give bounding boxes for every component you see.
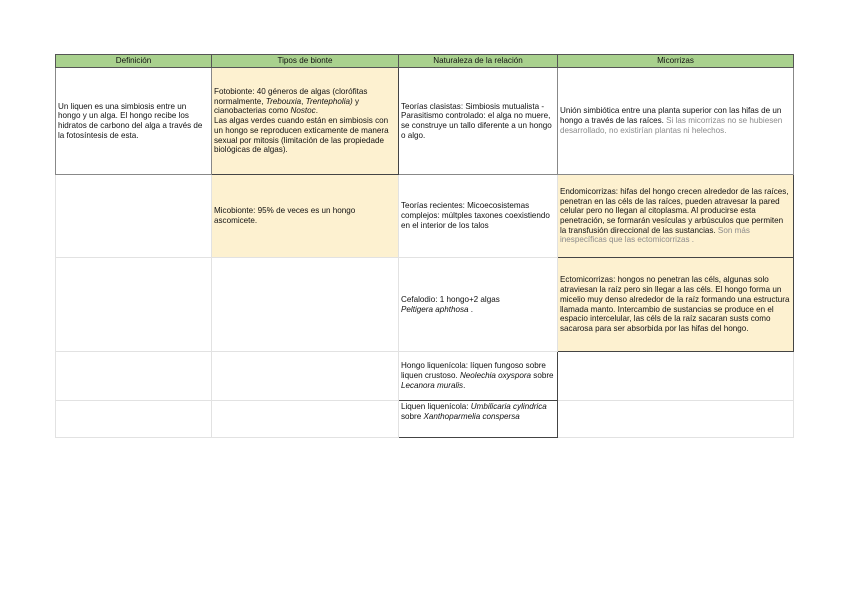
- teorias-clasicas-text: Teorías clasistas: Simbiosis mutualista -Parasitismo controlado: el alga no muere, se construye un tallo diferente a un hongo o algo.: [401, 101, 552, 140]
- cell-teorias-clasicas: [399, 68, 558, 175]
- teorias-recientes-text: Teorías recientes: Micoecosistemas complejos: múltples taxones coexistiendo en el interior de los talos: [401, 201, 550, 230]
- cell-empty: [558, 352, 794, 401]
- cell-empty: [212, 258, 399, 352]
- cell-empty: [56, 175, 212, 258]
- cell-empty: [56, 352, 212, 401]
- header-naturaleza: Naturaleza de la relación: [399, 55, 558, 68]
- cell-empty: [56, 258, 212, 352]
- cell-liquen-liquenicola: Liquen liquenícola: Umbilicaria cylindrica sobre Xanthoparmelia conspersa: [399, 401, 558, 438]
- endomicorrizas-note: Son más inespecíficas que las ectomicorrizas .: [560, 225, 750, 245]
- cell-micorriza-union: [558, 68, 794, 175]
- cell-cefalodio: Cefalodio: 1 hongo+2 algas Peltigera aphthosa .: [399, 258, 558, 352]
- header-tipos-bionte: Tipos de bionte: [212, 55, 399, 68]
- table-row: [56, 175, 794, 258]
- micobionte-text: Micobionte: 95% de veces es un hongo ascomicete.: [214, 206, 356, 225]
- table-row: [56, 258, 794, 352]
- cell-fotobionte: [212, 68, 399, 175]
- cell-ectomicorrizas: [558, 258, 794, 352]
- header-micorrizas: Micorrizas: [558, 55, 794, 68]
- endomicorrizas-text: Endomicorrizas: hifas del hongo crecen alrededor de las raíces, penetran en las céls de las raíces, pueden atravesar la pared celular pero no llegan al citoplasma. Al producirse esta penetración, se formarán vesículas y arbúsculos que permiten la transfusión direccional de las sustancias.: [560, 186, 789, 235]
- micorriza-note: Si las micorrizas no se hubiesen desarrollado, no existirían plantas ni helechos.: [560, 116, 783, 135]
- cell-teorias-recientes: [399, 175, 558, 258]
- definicion-text: Un liquen es una simbiosis entre un hongo y un alga. El hongo recibe los hidratos de carbono del alga a través de la fotosíntesis de esta.: [58, 101, 203, 140]
- cell-empty: [56, 401, 212, 438]
- ectomicorrizas-text: Ectomicorrizas: hongos no penetran las céls, algunas solo atraviesan la raíz pero sin llegar a las céls. El hongo forma un micelio muy denso alrededor de la raíz formando una estructura llamada manto. Intercambio de sustancias se produce en el espacio intercelular, las céls de la raíz sacaran susts como sacarosa para ser absorbida por las hifas del hongo.: [560, 275, 790, 333]
- cell-micobionte: [212, 175, 399, 258]
- cell-hongo-liquenicola: Hongo liquenícola: líquen fungoso sobre liquen crustoso. Neolechia oxyspora sobre Lecanora muralis.: [399, 352, 558, 401]
- cell-empty: [212, 352, 399, 401]
- lichen-table: [55, 54, 794, 438]
- header-row: [56, 55, 794, 68]
- table-row: [56, 352, 794, 401]
- fotobionte-algas-text: Las algas verdes cuando están en simbiosis con un hongo se reproducen exticamente de manera sexual por mitosis (limitación de las propiedade biológicas de algas).: [214, 116, 389, 155]
- cell-definicion: [56, 68, 212, 175]
- header-definicion: Definición: [56, 55, 212, 68]
- cell-empty: [558, 401, 794, 438]
- cell-empty: [212, 401, 399, 438]
- table-row: [56, 68, 794, 175]
- micorriza-union-text: Unión simbiótica entre una planta superior con las hifas de un hongo a través de las raíces.: [560, 106, 782, 126]
- cell-endomicorrizas: [558, 175, 794, 258]
- table-row: [56, 401, 794, 438]
- fotobionte-text: Fotobionte: 40 géneros de algas (clorófitas normalmente, Trebouxia, Trentepholia) y cianobacterias como Nostoc.: [214, 87, 368, 116]
